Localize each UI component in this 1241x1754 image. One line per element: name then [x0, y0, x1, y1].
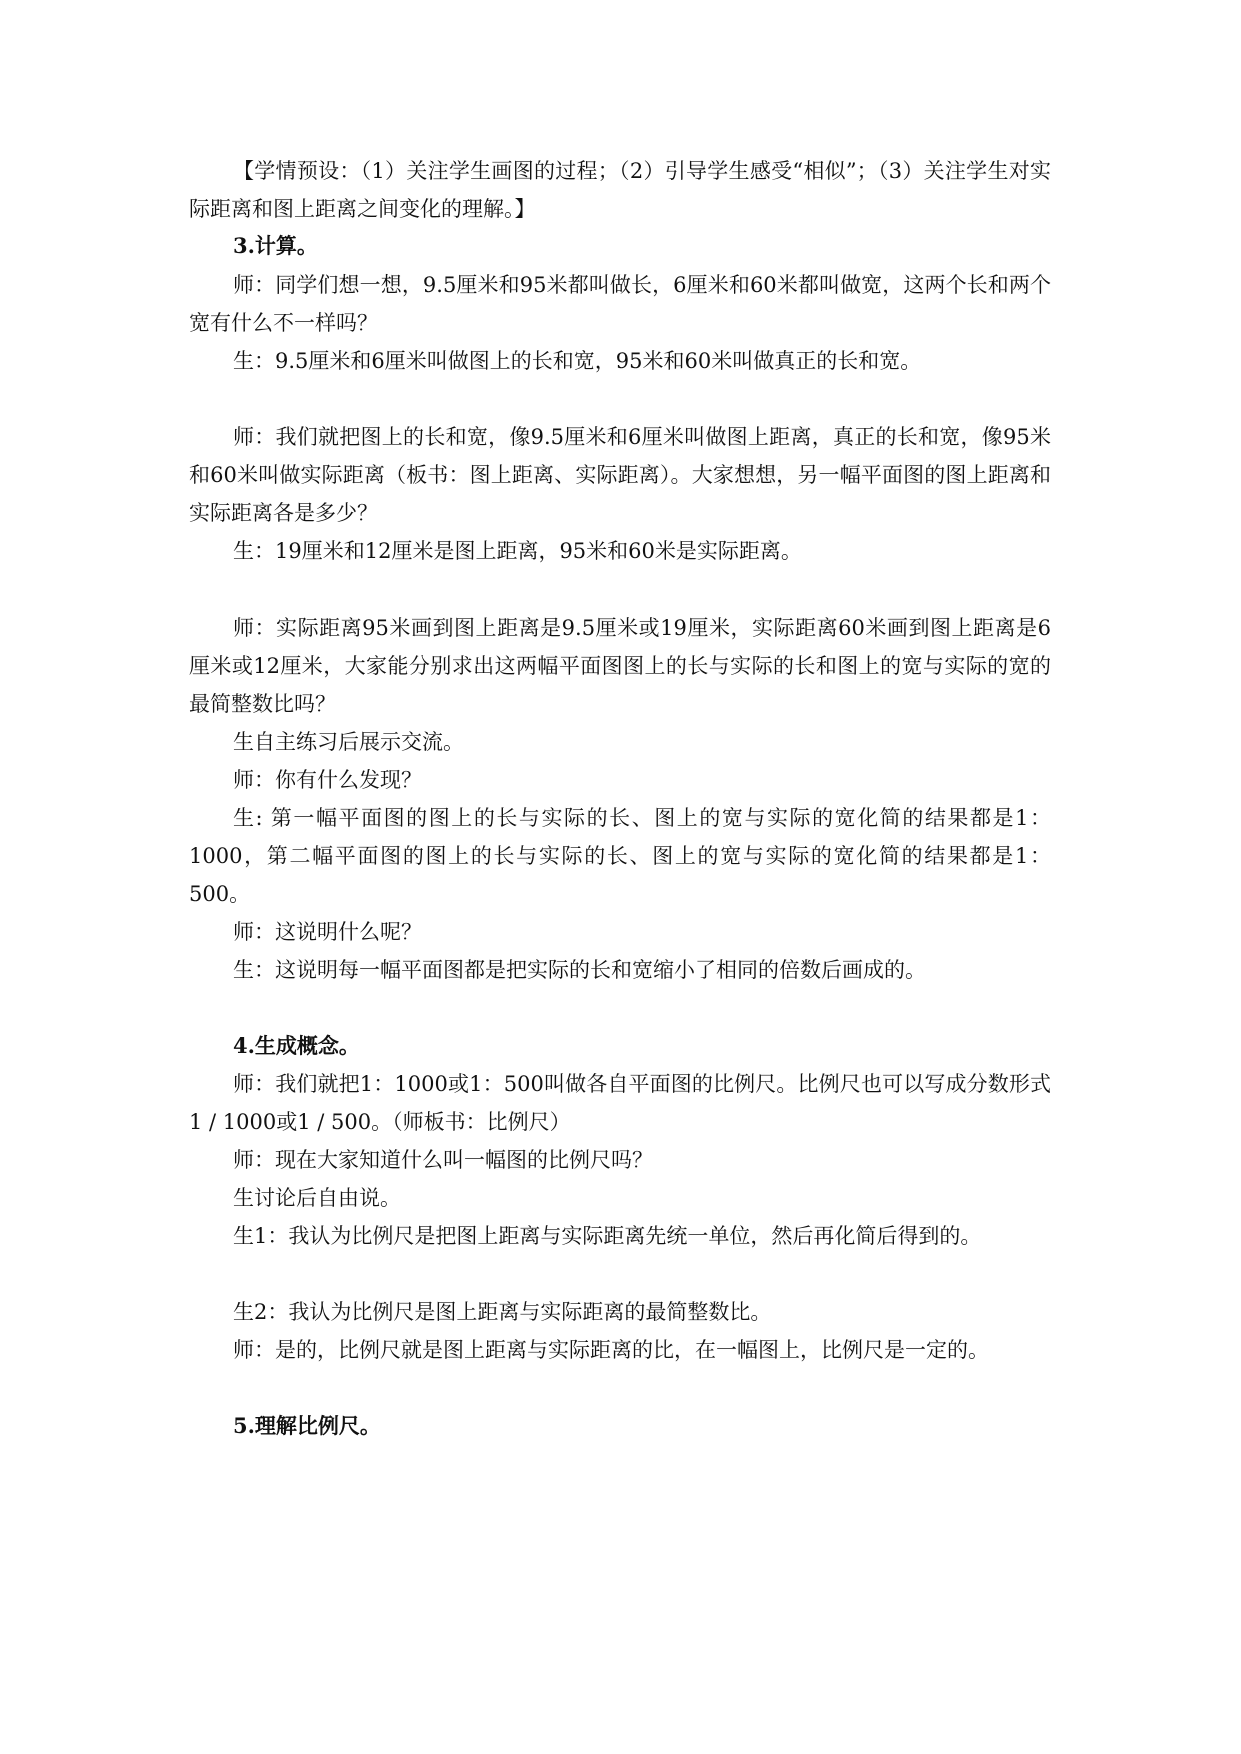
- learning-preset-note: 【学情预设：（1）关注学生画图的过程；（2）引导学生感受“相似”；（3）关注学生对实际距离和图上距离之间变化的理解。】: [189, 159, 1051, 221]
- student-2-answer: 生2：我认为比例尺是图上距离与实际距离的最简整数比。: [233, 1300, 772, 1324]
- student-answer-second-plan: 生：19厘米和12厘米是图上距离，95米和60米是实际距离。: [233, 539, 802, 563]
- student-1-answer: 生1：我认为比例尺是把图上距离与实际距离先统一单位，然后再化简后得到的。: [233, 1224, 982, 1248]
- teacher-discovery-question: 师：你有什么发现？: [233, 768, 422, 792]
- teacher-define-distances: 师：我们就把图上的长和宽，像9.5厘米和6厘米叫做图上距离，真正的长和宽，像95米和60米叫做实际距离（板书：图上距离、实际距离）。大家想想，另一幅平面图的图上距离和实际距离各是多少？: [189, 425, 1051, 525]
- teacher-scale-question: 师：现在大家知道什么叫一幅图的比例尺吗？: [233, 1148, 653, 1172]
- section-heading-concept: 4.生成概念。: [233, 1033, 360, 1058]
- student-answer-map-real: 生：9.5厘米和6厘米叫做图上的长和宽，95米和60米叫做真正的长和宽。: [233, 349, 922, 373]
- teacher-meaning-question: 师：这说明什么呢？: [233, 920, 422, 944]
- teacher-question-length-width: 师：同学们想一想，9.5厘米和95米都叫做长，6厘米和60米都叫做宽，这两个长和两个宽有什么不一样吗？: [189, 273, 1051, 335]
- student-scale-explanation: 生：这说明每一幅平面图都是把实际的长和宽缩小了相同的倍数后画成的。: [233, 958, 926, 982]
- teacher-scale-summary: 师：是的，比例尺就是图上距离与实际距离的比，在一幅图上，比例尺是一定的。: [233, 1338, 989, 1362]
- student-ratio-findings: 生: 第一幅平面图的图上的长与实际的长、图上的宽与实际的宽化简的结果都是1：1000，第二幅平面图的图上的长与实际的长、图上的宽与实际的宽化简的结果都是1：500。: [189, 806, 1051, 906]
- teacher-scale-definition: 师：我们就把1：1000或1：500叫做各自平面图的比例尺。比例尺也可以写成分数形式1 / 1000或1 / 500。（师板书：比例尺）: [189, 1072, 1051, 1134]
- student-discussion-note: 生讨论后自由说。: [233, 1186, 401, 1210]
- student-practice-note: 生自主练习后展示交流。: [233, 730, 464, 754]
- section-heading-understand-scale: 5.理解比例尺。: [233, 1413, 381, 1438]
- teacher-ratio-question: 师：实际距离95米画到图上距离是9.5厘米或19厘米，实际距离60米画到图上距离是6厘米或12厘米，大家能分别求出这两幅平面图图上的长与实际的长和图上的宽与实际的宽的最简整数比吗？: [189, 616, 1051, 716]
- section-heading-calculate: 3.计算。: [233, 233, 318, 258]
